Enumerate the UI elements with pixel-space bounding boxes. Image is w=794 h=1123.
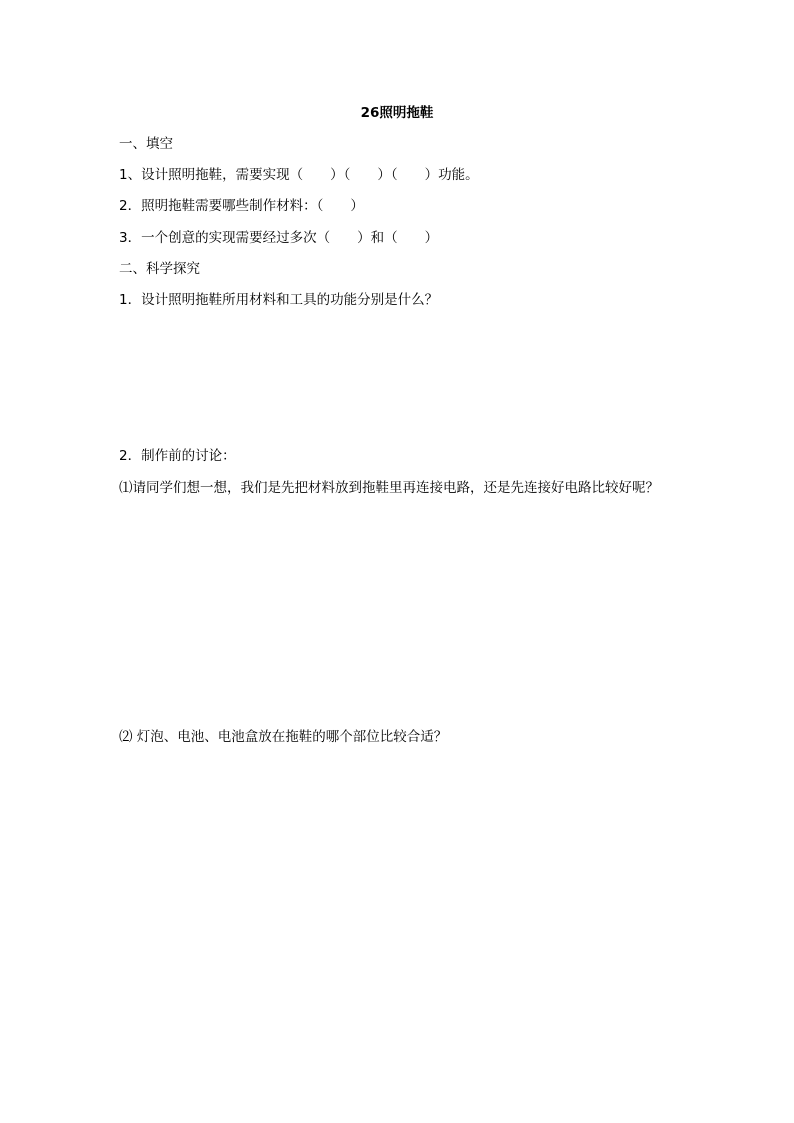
fill-blank-question-2: 2．照明拖鞋需要哪些制作材料：（ ） xyxy=(119,198,364,214)
section-fill-blank-heading: 一、填空 xyxy=(119,136,173,152)
inquiry-question-2-part-2: ⑵ 灯泡、电池、电池盒放在拖鞋的哪个部位比较合适？ xyxy=(119,729,448,745)
fill-blank-question-1: 1、设计照明拖鞋，需要实现（ ）（ ）（ ）功能。 xyxy=(119,167,479,183)
page-title: 26照明拖鞋 xyxy=(360,105,434,121)
inquiry-question-2: 2．制作前的讨论： xyxy=(119,448,236,464)
inquiry-question-2-part-1: ⑴请同学们想一想，我们是先把材料放到拖鞋里再连接电路，还是先连接好电路比较好呢？ xyxy=(119,480,659,496)
section-inquiry-heading: 二、科学探究 xyxy=(119,261,200,277)
inquiry-question-1: 1．设计照明拖鞋所用材料和工具的功能分别是什么？ xyxy=(119,292,439,308)
fill-blank-question-3: 3．一个创意的实现需要经过多次（ ）和（ ） xyxy=(119,230,439,246)
